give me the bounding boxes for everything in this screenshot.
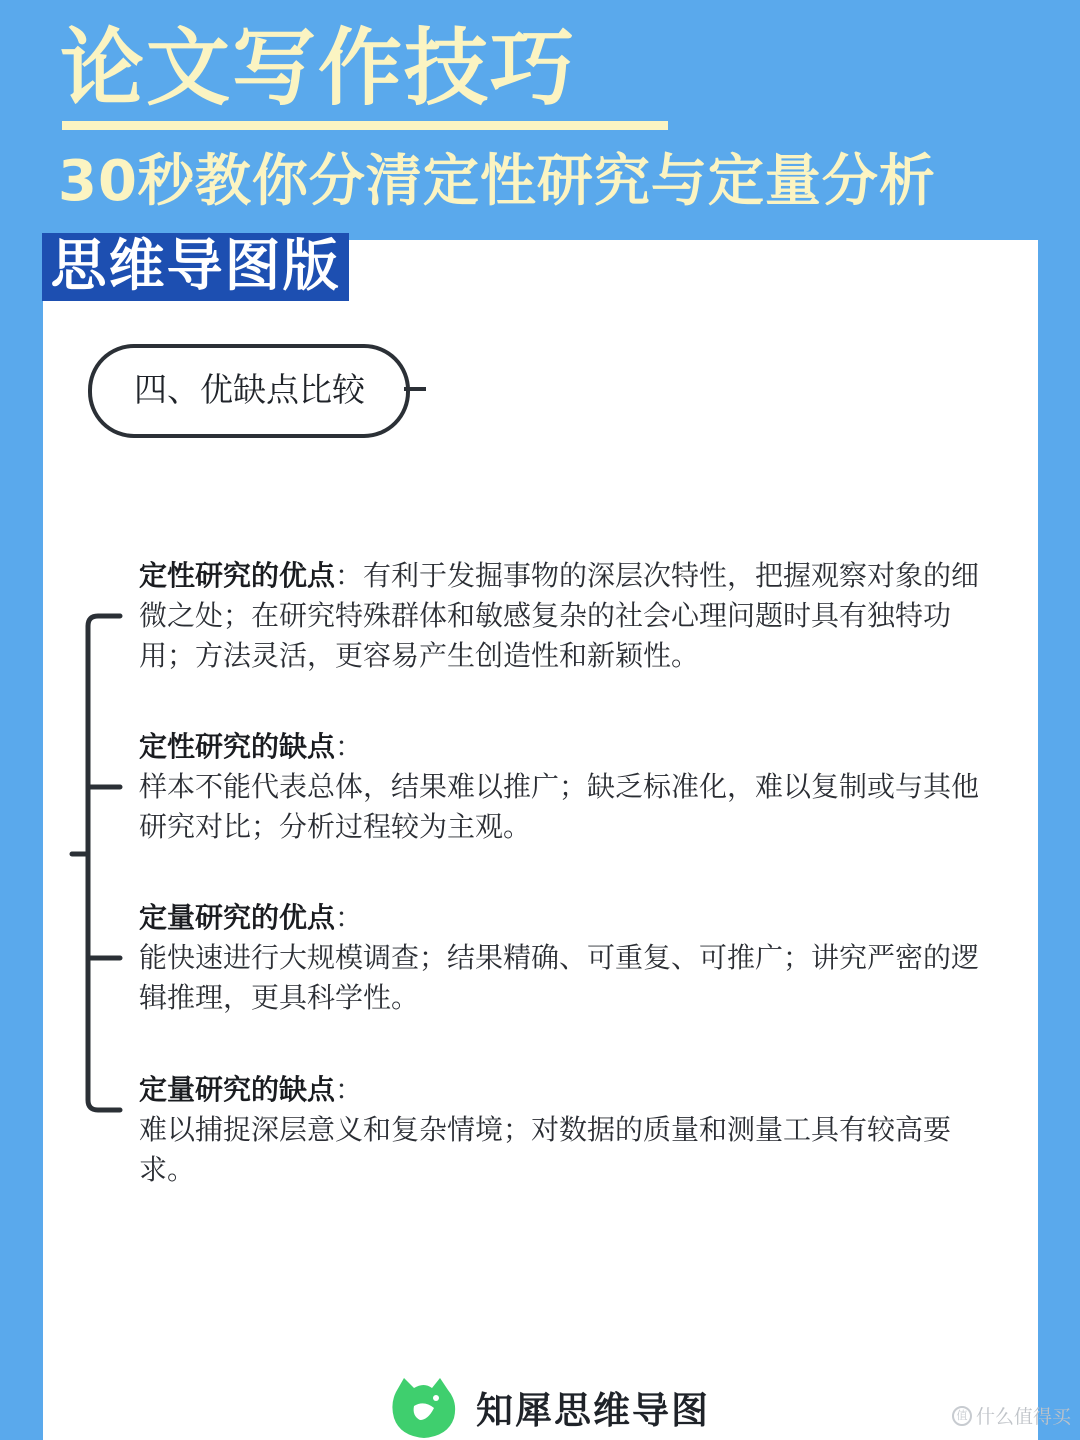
list-item (139, 556, 999, 676)
brand-name: 知犀思维导图 (476, 1389, 710, 1432)
item-text: 样本不能代表总体，结果难以推广；缺乏标准化，难以复制或与其他研究对比；分析过程较为主观。 (139, 770, 980, 843)
list-item (139, 898, 999, 1018)
section-node-label: 四、优缺点比较 (134, 370, 365, 409)
item-separator: ： (335, 901, 364, 934)
item-text: 能快速进行大规模调查；结果精确、可重复、可推广；讲究严密的逻辑推理，更具科学性。 (139, 941, 980, 1014)
main-title: 论文写作技巧 (60, 19, 577, 117)
item-heading: 定量研究的缺点 (139, 1073, 336, 1106)
rhino-logo-icon (388, 1376, 460, 1440)
item-separator: ： (335, 730, 364, 763)
item-heading: 定量研究的优点 (139, 901, 336, 934)
item-heading: 定性研究的缺点 (139, 730, 336, 763)
item-text: 有利于发掘事物的深层次特性，把握观察对象的细微之处；在研究特殊群体和敏感复杂的社会心理问题时具有独特功用；方法灵活，更容易产生创造性和新颖性。 (139, 559, 980, 672)
item-heading: 定性研究的优点 (139, 559, 336, 592)
site-watermark (952, 1402, 1071, 1429)
watermark-text: 什么值得买 (976, 1406, 1072, 1428)
list-item (139, 727, 999, 847)
item-text: 难以捕捉深层意义和复杂情境；对数据的质量和测量工具有较高要求。 (139, 1113, 952, 1186)
watermark-logo-icon: 值 (952, 1406, 972, 1426)
item-separator: ： (335, 559, 364, 592)
list-item (139, 1070, 999, 1190)
version-badge: 思维导图版 (42, 233, 349, 301)
subtitle: 30秒教你分清定性研究与定量分析 (58, 149, 936, 214)
item-separator: ： (335, 1073, 364, 1106)
